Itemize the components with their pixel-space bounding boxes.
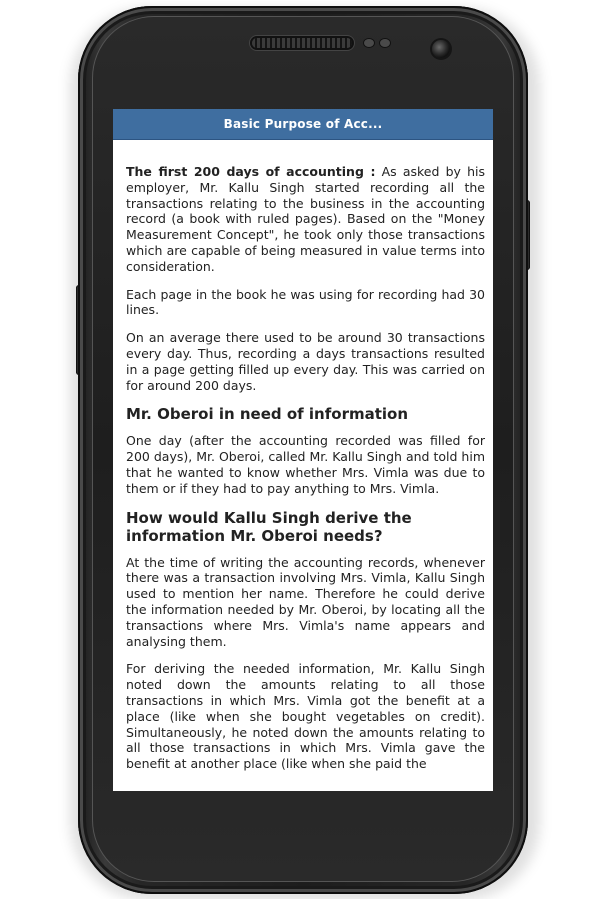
article-paragraph: One day (after the accounting recorded was filled for 200 days), Mr. Oberoi, called Mr. Kallu Singh and told him that he wanted to know whether Mrs. Vimla was due to them or if they had to pay anything to Mrs. Vimla. bbox=[126, 433, 485, 496]
page-title: Basic Purpose of Acc... bbox=[223, 117, 383, 131]
section-heading: Mr. Oberoi in need of information bbox=[126, 405, 409, 424]
article-paragraph-intro bbox=[126, 164, 485, 275]
intro-heading: The first 200 days of accounting : bbox=[126, 164, 376, 179]
action-bar bbox=[113, 109, 493, 140]
article-paragraph: At the time of writing the accounting records, whenever there was a transaction involving Mrs. Vimla, Kallu Singh used to mention her name. Therefore he could derive the information needed by Mr. Oberoi, by locating all the transactions where Mrs. Vimla's name appears and analysing them. bbox=[126, 554, 485, 649]
proximity-sensor bbox=[364, 39, 374, 47]
article-paragraph: On an average there used to be around 30 transactions every day. Thus, recording a days transactions resulted in a page getting filled up every day. This was carried on for around 200 days. bbox=[126, 330, 485, 393]
front-camera-icon bbox=[432, 40, 450, 58]
article-paragraph: For deriving the needed information, Mr. Kallu Singh noted down the amounts relating to all those transactions in which Mrs. Vimla got the benefit at a place (like when she bought vegetables on credit). Simultaneously, he noted down the amounts relating to all those transactions in which Mrs. Vimla gave the benefit at another place (like when she paid the bbox=[126, 661, 485, 772]
phone-screen bbox=[113, 109, 493, 791]
article-paragraph: Each page in the book he was using for recording had 30 lines. bbox=[126, 286, 485, 318]
section-heading: How would Kallu Singh derive the information Mr. Oberoi needs? bbox=[126, 508, 412, 545]
light-sensor bbox=[380, 39, 390, 47]
intro-text: As asked by his employer, Mr. Kallu Singh started recording all the transactions relating to the business in the accounting record (a book with ruled pages). Based on the "Money Measurement Concept", he took only those transactions which are capable of being measured in value terms into consideration. bbox=[126, 164, 485, 274]
earpiece-speaker bbox=[252, 38, 352, 48]
article-content[interactable] bbox=[113, 140, 493, 772]
